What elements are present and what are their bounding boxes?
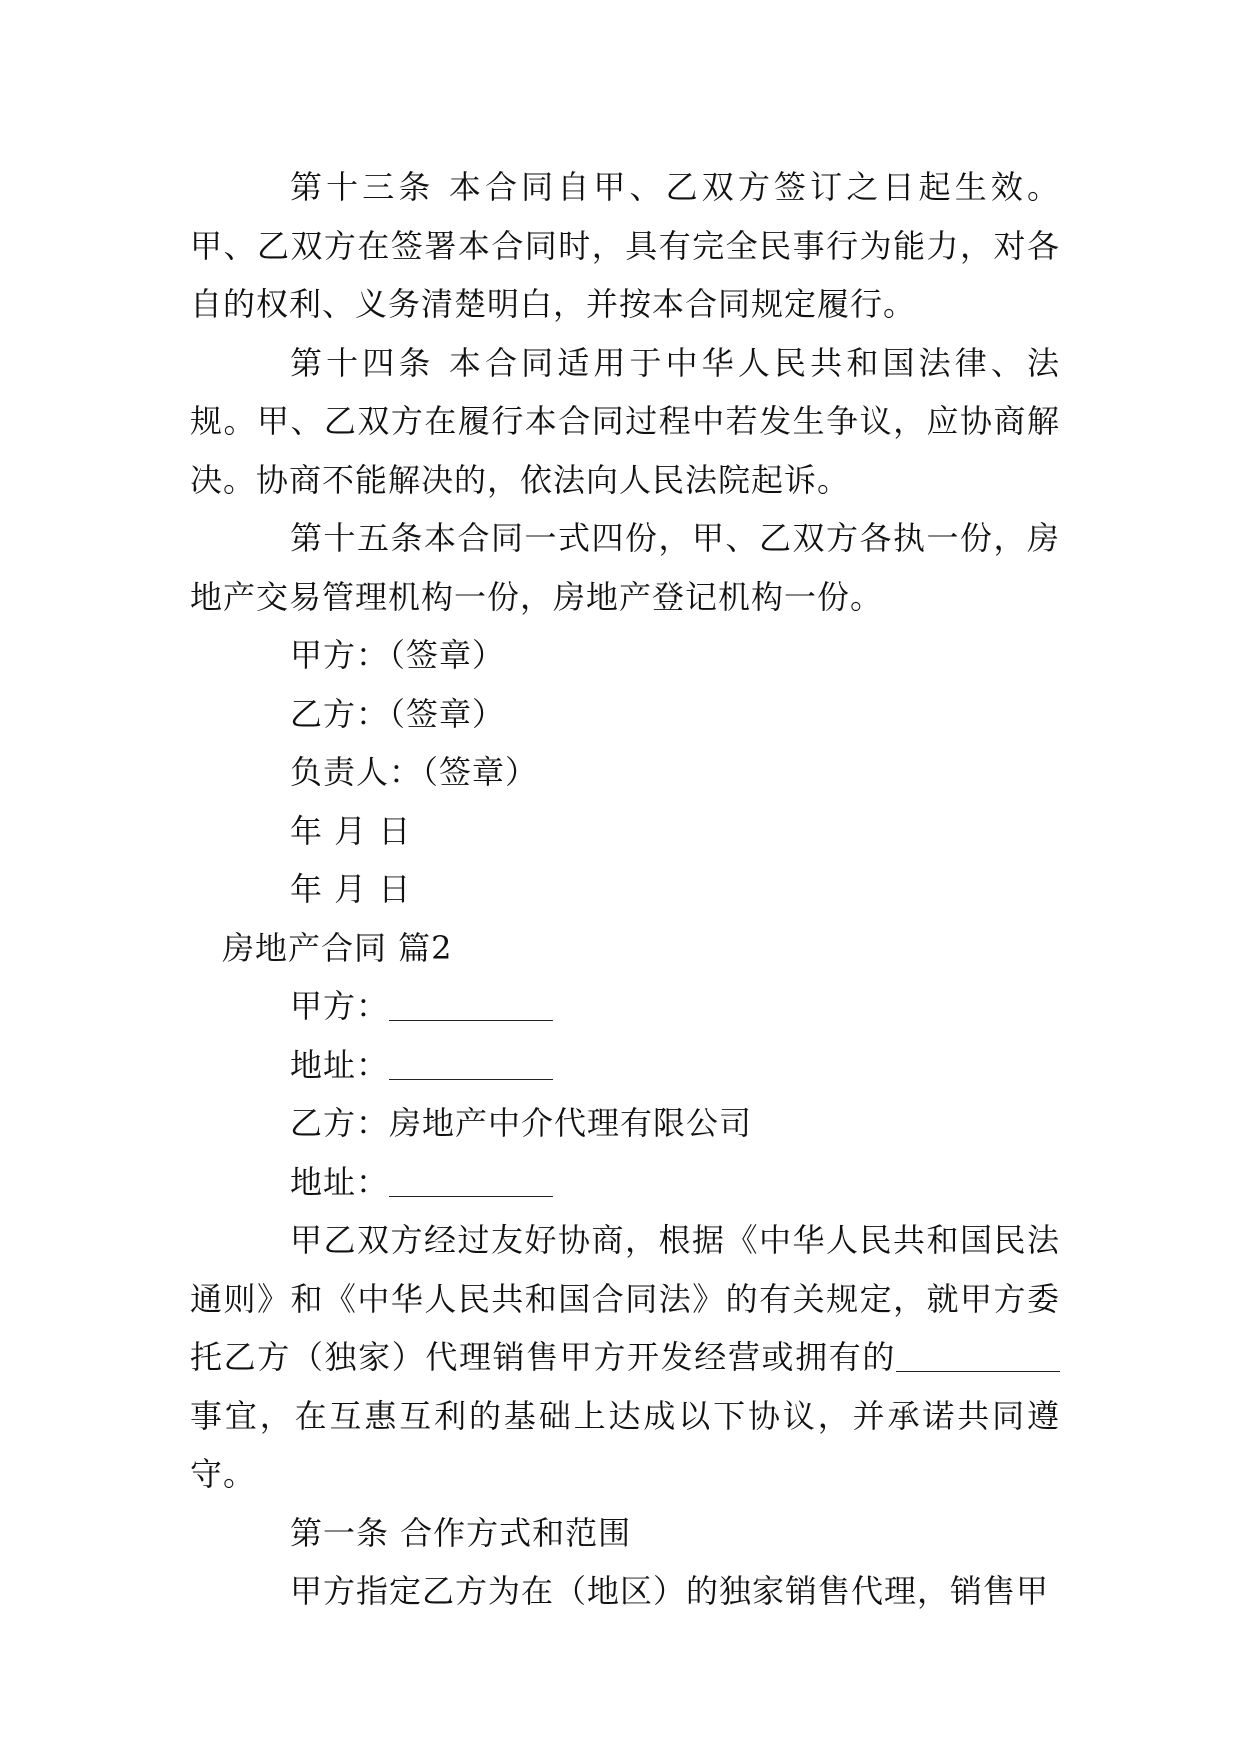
party-b-signature: 乙方：（签章） [290, 694, 506, 733]
responsible-person-signature: 负责人：（签章） [290, 753, 539, 791]
article-14-paragraph: 第十四条 本合同适用于中华人民共和国法律、法规。甲、乙双方在履行本合同过程中若发生争议，应协商解决。协商不能解决的，依法向人民法院起诉。 [190, 343, 1060, 499]
article-15-paragraph: 第十五条本合同一式四份，甲、乙双方各执一份，房地产交易管理机构一份，房地产登记机构一份。 [190, 519, 1060, 616]
signature-date-1: 年 月 日 [290, 811, 412, 850]
party-a-blank [389, 988, 553, 1021]
party-a-signature: 甲方：（签章） [290, 636, 506, 674]
party-a-label: 甲方： [290, 987, 390, 1025]
signature-date-2: 年 月 日 [290, 870, 412, 908]
address-b-blank [389, 1164, 553, 1197]
party-b-line: 乙方：房地产中介代理有限公司 [290, 1104, 753, 1142]
party-a-line [190, 977, 1060, 1036]
document-body [190, 158, 1060, 1621]
address-a-line [190, 1036, 1060, 1095]
address-b-line [190, 1153, 1060, 1212]
agreement-intro-text: 甲乙双方经过友好协商，根据《中华人民共和国民法通则》和《中华人民共和国合同法》的有关规定，就甲方委托乙方（独家）代理销售甲方开发经营或拥有的 [190, 1221, 1060, 1376]
article-1-paragraph: 甲方指定乙方为在（地区）的独家销售代理，销售甲 [290, 1572, 1050, 1610]
address-b-label: 地址： [290, 1162, 390, 1201]
address-a-blank [389, 1047, 553, 1080]
agreement-intro-paragraph [190, 1211, 1060, 1504]
agreement-intro-end: 事宜，在互惠互利的基础上达成以下协议，并承诺共同遵守。 [190, 1396, 1060, 1493]
article-13-paragraph: 第十三条 本合同自甲、乙双方签订之日起生效。甲、乙双方在签署本合同时，具有完全民事行为能力，对各自的权利、义务清楚明白，并按本合同规定履行。 [190, 168, 1060, 323]
article-1-title: 第一条 合作方式和范围 [290, 1513, 632, 1552]
property-blank [896, 1339, 1060, 1372]
address-a-label: 地址： [290, 1045, 390, 1084]
section-2-heading: 房地产合同 篇2 [222, 928, 453, 967]
